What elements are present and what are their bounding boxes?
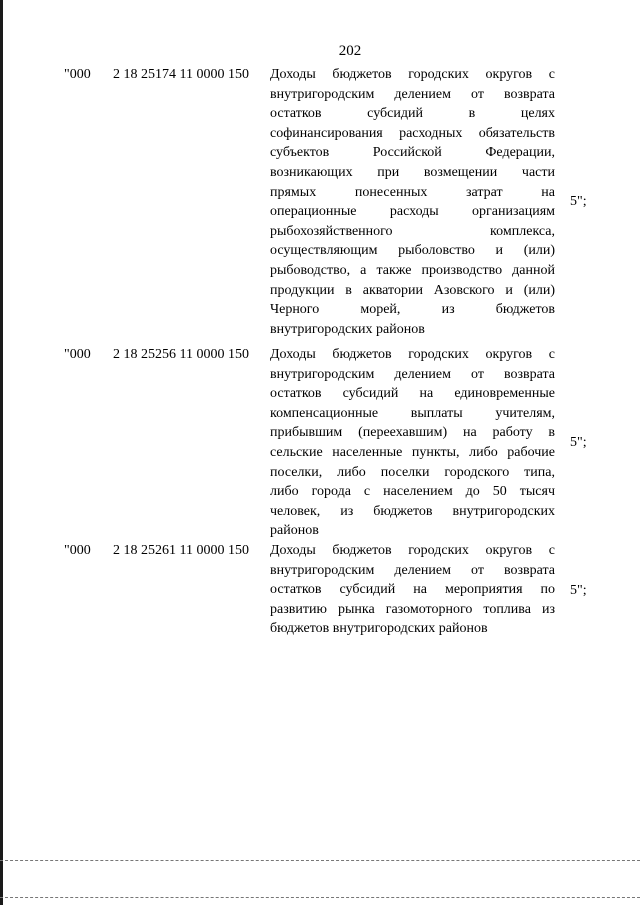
description-line: субъектов Российской Федерации, xyxy=(270,145,555,161)
budget-classification-code: 2 18 25256 11 0000 150 xyxy=(113,347,249,362)
description-line: внутригородских районов xyxy=(270,321,425,337)
description-line: осуществляющим рыболовство и (или) xyxy=(270,243,555,259)
description-line: районов xyxy=(270,523,319,539)
description-line: внутригородским делением от возврата xyxy=(270,562,555,578)
row-amount: 5"; xyxy=(570,583,587,598)
row-amount: 5"; xyxy=(570,194,587,209)
row-description xyxy=(270,345,555,541)
row-description xyxy=(270,65,555,339)
description-line: операционные расходы организациям xyxy=(270,204,555,220)
description-line: бюджетов внутригородских районов xyxy=(270,621,488,637)
row-amount: 5"; xyxy=(570,435,587,450)
row-prefix: "000 xyxy=(64,347,91,362)
description-line: человек, из бюджетов внутригородских xyxy=(270,503,555,519)
budget-classification-code: 2 18 25261 11 0000 150 xyxy=(113,543,249,558)
scan-dashed-line xyxy=(0,897,640,899)
scan-edge xyxy=(0,0,3,905)
row-prefix: "000 xyxy=(64,67,91,82)
description-line: внутригородским делением от возврата xyxy=(270,366,555,382)
description-line: Доходы бюджетов городских округов с xyxy=(270,347,555,362)
description-line: Доходы бюджетов городских округов с xyxy=(270,67,555,82)
description-line: сельские населенные пункты, либо рабочие xyxy=(270,444,555,460)
description-line: остатков субсидий в целях xyxy=(270,106,555,122)
description-line: прибывшим (переехавшим) на работу в xyxy=(270,425,555,441)
description-line: Черного морей, из бюджетов xyxy=(270,302,555,318)
description-line: рыбоводство, а также производство данной xyxy=(270,262,555,278)
scan-dashed-line xyxy=(0,860,640,862)
description-line: прямых понесенных затрат на xyxy=(270,184,555,200)
description-line: Доходы бюджетов городских округов с xyxy=(270,543,555,558)
description-line: либо города с населением до 50 тысяч xyxy=(270,484,555,500)
description-line: возникающих при возмещении части xyxy=(270,164,555,180)
description-line: софинансирования расходных обязательств xyxy=(270,125,555,141)
description-line: развитию рынка газомоторного топлива из xyxy=(270,601,555,617)
row-description xyxy=(270,541,555,639)
description-line: внутригородским делением от возврата xyxy=(270,86,555,102)
row-prefix: "000 xyxy=(64,543,91,558)
description-line: остатков субсидий на единовременные xyxy=(270,386,555,402)
description-line: остатков субсидий на мероприятия по xyxy=(270,582,555,598)
page-number: 202 xyxy=(338,43,362,59)
description-line: поселки, либо поселки городского типа, xyxy=(270,464,555,480)
budget-classification-code: 2 18 25174 11 0000 150 xyxy=(113,67,249,82)
description-line: продукции в акватории Азовского и (или) xyxy=(270,282,555,298)
description-line: рыбохозяйственного комплекса, xyxy=(270,223,555,239)
description-line: компенсационные выплаты учителям, xyxy=(270,405,555,421)
